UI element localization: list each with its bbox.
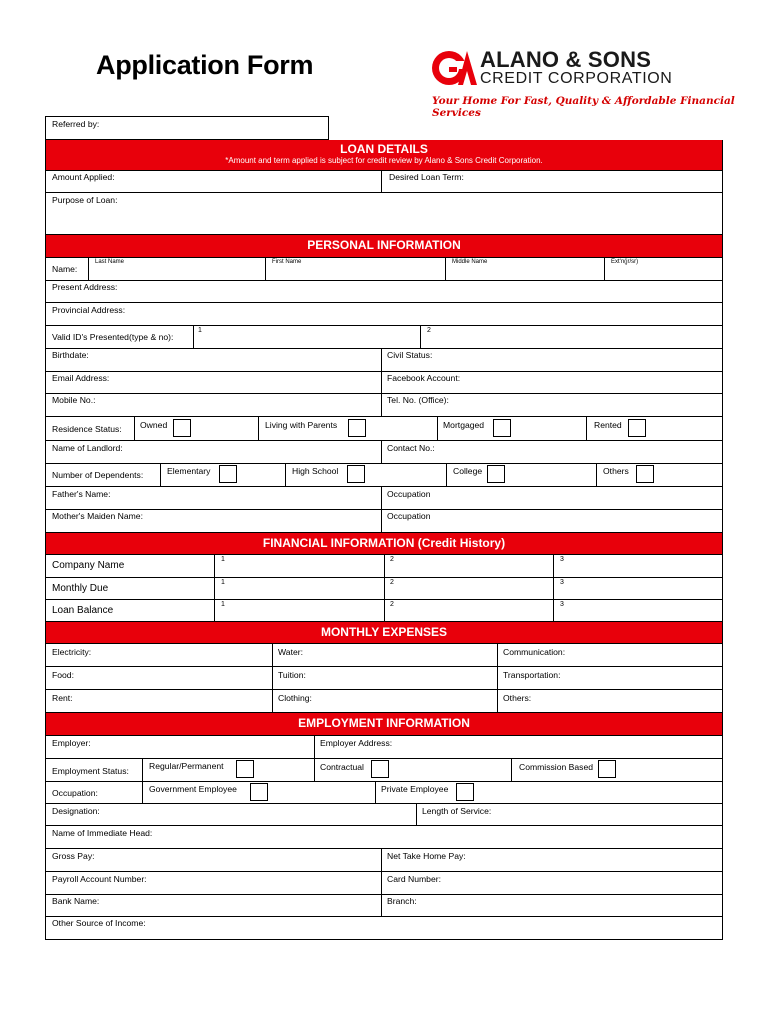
- branch-label: Branch:: [387, 896, 417, 906]
- company-name-label: Company Name: [52, 560, 125, 571]
- high-school-checkbox[interactable]: [347, 465, 365, 483]
- mortgaged-checkbox[interactable]: [493, 419, 511, 437]
- col-1-label: 1: [221, 556, 225, 563]
- communication-label: Communication:: [503, 647, 566, 657]
- tel-office-label: Tel. No. (Office):: [387, 395, 449, 405]
- college-checkbox[interactable]: [487, 465, 505, 483]
- others-checkbox[interactable]: [636, 465, 654, 483]
- financial-info-title: FINANCIAL INFORMATION (Credit History): [262, 536, 506, 550]
- payroll-account-label: Payroll Account Number:: [52, 874, 147, 884]
- bank-name-label: Bank Name:: [52, 896, 100, 906]
- living-parents-checkbox[interactable]: [348, 419, 366, 437]
- col-1-label: 1: [221, 579, 225, 586]
- referred-by-label: Referred by:: [52, 119, 100, 129]
- col-2-label: 2: [390, 556, 394, 563]
- company-logo-icon: [430, 47, 478, 89]
- contractual-checkbox[interactable]: [371, 760, 389, 778]
- transportation-label: Transportation:: [503, 670, 561, 680]
- living-parents-label: Living with Parents: [265, 420, 338, 430]
- company-name: ALANO & SONS: [480, 47, 652, 72]
- rent-label: Rent:: [52, 693, 73, 703]
- col-2-label: 2: [390, 579, 394, 586]
- personal-info-header: [45, 235, 723, 257]
- civil-status-label: Civil Status:: [387, 350, 433, 360]
- father-name-label: Father's Name:: [52, 489, 111, 499]
- loan-details-header: [45, 140, 723, 170]
- private-checkbox[interactable]: [456, 783, 474, 801]
- personal-info-section: [45, 257, 723, 533]
- loan-details-note: *Amount and term applied is subject for credit review by Alano & Sons Credit Corporation.: [225, 156, 543, 165]
- extension-label: Ext'n(jr/sr): [611, 259, 639, 265]
- government-label: Government Employee: [149, 784, 237, 794]
- col-3-label: 3: [560, 556, 564, 563]
- father-occupation-label: Occupation: [387, 489, 431, 499]
- others-label: Others: [603, 466, 629, 476]
- personal-info-title: PERSONAL INFORMATION: [307, 238, 461, 252]
- mother-occupation-label: Occupation: [387, 511, 431, 521]
- employer-label: Employer:: [52, 738, 91, 748]
- net-pay-label: Net Take Home Pay:: [387, 851, 466, 861]
- monthly-expenses-title: MONTHLY EXPENSES: [320, 625, 448, 639]
- rented-label: Rented: [594, 420, 622, 430]
- owned-label: Owned: [140, 420, 168, 430]
- facebook-label: Facebook Account:: [387, 373, 461, 383]
- length-of-service-label: Length of Service:: [422, 806, 492, 816]
- elementary-checkbox[interactable]: [219, 465, 237, 483]
- loan-details-title: LOAN DETAILS: [340, 142, 428, 156]
- regular-label: Regular/Permanent: [149, 761, 224, 771]
- name-label: Name:: [52, 264, 78, 274]
- amount-applied-label: Amount Applied:: [52, 172, 115, 182]
- valid-id-2-label: 2: [427, 327, 431, 334]
- last-name-label: Last Name: [95, 259, 125, 265]
- loan-balance-label: Loan Balance: [52, 605, 114, 616]
- electricity-label: Electricity:: [52, 647, 92, 657]
- middle-name-label: Middle Name: [452, 259, 488, 265]
- employment-status-label: Employment Status:: [52, 766, 129, 776]
- financial-info-header: [45, 533, 723, 554]
- employment-info-header: [45, 713, 723, 735]
- mortgaged-label: Mortgaged: [443, 420, 485, 430]
- mobile-label: Mobile No.:: [52, 395, 96, 405]
- col-3-label: 3: [560, 579, 564, 586]
- monthly-expenses-section: [45, 643, 723, 713]
- government-checkbox[interactable]: [250, 783, 268, 801]
- valid-id-1-label: 1: [198, 327, 202, 334]
- tuition-label: Tuition:: [278, 670, 306, 680]
- provincial-address-label: Provincial Address:: [52, 305, 126, 315]
- food-label: Food:: [52, 670, 74, 680]
- elementary-label: Elementary: [167, 466, 211, 476]
- high-school-label: High School: [292, 466, 339, 476]
- col-3-label: 3: [560, 601, 564, 608]
- other-income-label: Other Source of Income:: [52, 918, 146, 928]
- monthly-due-label: Monthly Due: [52, 583, 109, 594]
- owned-checkbox[interactable]: [173, 419, 191, 437]
- occupation-label: Occupation:: [52, 788, 98, 798]
- present-address-label: Present Address:: [52, 282, 118, 292]
- residence-status-label: Residence Status:: [52, 424, 122, 434]
- company-subtitle: CREDIT CORPORATION: [480, 70, 673, 87]
- landlord-label: Name of Landlord:: [52, 443, 123, 453]
- private-label: Private Employee: [381, 784, 449, 794]
- regular-checkbox[interactable]: [236, 760, 254, 778]
- employment-info-title: EMPLOYMENT INFORMATION: [298, 716, 470, 730]
- college-label: College: [453, 466, 483, 476]
- clothing-label: Clothing:: [278, 693, 312, 703]
- birthdate-label: Birthdate:: [52, 350, 89, 360]
- employer-address-label: Employer Address:: [320, 738, 393, 748]
- dependents-label: Number of Dependents:: [52, 470, 144, 480]
- others-expense-label: Others:: [503, 693, 532, 703]
- commission-label: Commission Based: [519, 762, 594, 772]
- valid-ids-label: Valid ID's Presented(type & no):: [52, 332, 174, 342]
- commission-checkbox[interactable]: [598, 760, 616, 778]
- loan-details-section: [45, 170, 723, 235]
- contractual-label: Contractual: [320, 762, 364, 772]
- col-2-label: 2: [390, 601, 394, 608]
- contact-no-label: Contact No.:: [387, 443, 435, 453]
- loan-purpose-label: Purpose of Loan:: [52, 195, 118, 205]
- first-name-label: First Name: [272, 259, 302, 265]
- card-number-label: Card Number:: [387, 874, 441, 884]
- page-title: Application Form: [96, 50, 314, 80]
- designation-label: Designation:: [52, 806, 100, 816]
- monthly-expenses-header: [45, 622, 723, 643]
- loan-term-label: Desired Loan Term:: [389, 172, 464, 182]
- col-1-label: 1: [221, 601, 225, 608]
- email-label: Email Address:: [52, 373, 110, 383]
- immediate-head-label: Name of Immediate Head:: [52, 828, 153, 838]
- gross-pay-label: Gross Pay:: [52, 851, 95, 861]
- company-tagline: Your Home For Fast, Quality & Affordable Financial Services: [432, 95, 735, 119]
- water-label: Water:: [278, 647, 303, 657]
- mother-name-label: Mother's Maiden Name:: [52, 511, 143, 521]
- rented-checkbox[interactable]: [628, 419, 646, 437]
